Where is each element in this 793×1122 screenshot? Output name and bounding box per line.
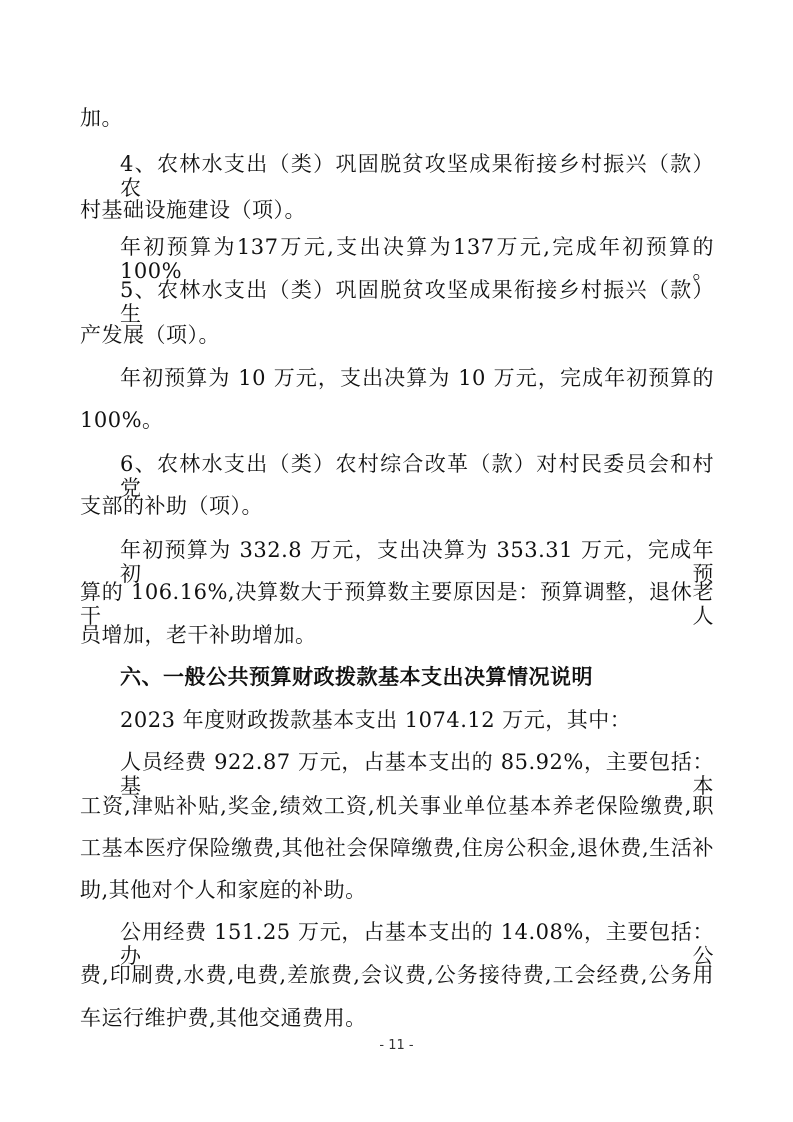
- paragraph-line: 员增加，老干补助增加。: [80, 623, 317, 647]
- paragraph-line: 年初预算为 10 万元，支出决算为 10 万元，完成年初预算的: [120, 366, 714, 390]
- paragraph-line: 年初预算为137万元,支出决算为137万元,完成年初预算的100%。: [120, 235, 714, 283]
- paragraph-line: 6、农林水支出（类）农村综合改革（款）对村民委员会和村党: [120, 452, 714, 500]
- paragraph-line: 车运行维护费,其他交通费用。: [80, 1006, 367, 1030]
- paragraph-line: 5、农林水支出（类）巩固脱贫攻坚成果衔接乡村振兴（款）生: [120, 278, 714, 326]
- paragraph-line: 村基础设施建设（项）。: [80, 198, 306, 222]
- page-number: - 11 -: [379, 1038, 414, 1053]
- paragraph-line: 工基本医疗保险缴费,其他社会保障缴费,住房公积金,退休费,生活补: [80, 836, 714, 860]
- paragraph-line: 支部的补助（项）。: [80, 494, 263, 518]
- section-heading: 六、一般公共预算财政拨款基本支出决算情况说明: [120, 665, 593, 689]
- paragraph-line: 100%。: [80, 408, 164, 432]
- paragraph-line: 2023 年度财政拨款基本支出 1074.12 万元，其中：: [120, 708, 632, 732]
- paragraph-line: 4、农林水支出（类）巩固脱贫攻坚成果衔接乡村振兴（款）农: [120, 152, 714, 200]
- paragraph-line: 人员经费 922.87 万元，占基本支出的 85.92%，主要包括：基本: [120, 750, 714, 798]
- paragraph-line: 产发展（项）。: [80, 323, 220, 347]
- paragraph-line: 费,印刷费,水费,电费,差旅费,会议费,公务接待费,工会经费,公务用: [80, 963, 714, 987]
- paragraph-line: 助,其他对个人和家庭的补助。: [80, 878, 367, 902]
- paragraph-line: 公用经费 151.25 万元，占基本支出的 14.08%，主要包括：办公: [120, 920, 714, 968]
- paragraph-line: 年初预算为 332.8 万元，支出决算为 353.31 万元，完成年初预: [120, 538, 714, 586]
- paragraph-line: 加。: [80, 106, 123, 130]
- paragraph-line: 工资,津贴补贴,奖金,绩效工资,机关事业单位基本养老保险缴费,职: [80, 794, 714, 818]
- paragraph-line: 算的 106.16%,决算数大于预算数主要原因是：预算调整，退休老干人: [80, 580, 714, 628]
